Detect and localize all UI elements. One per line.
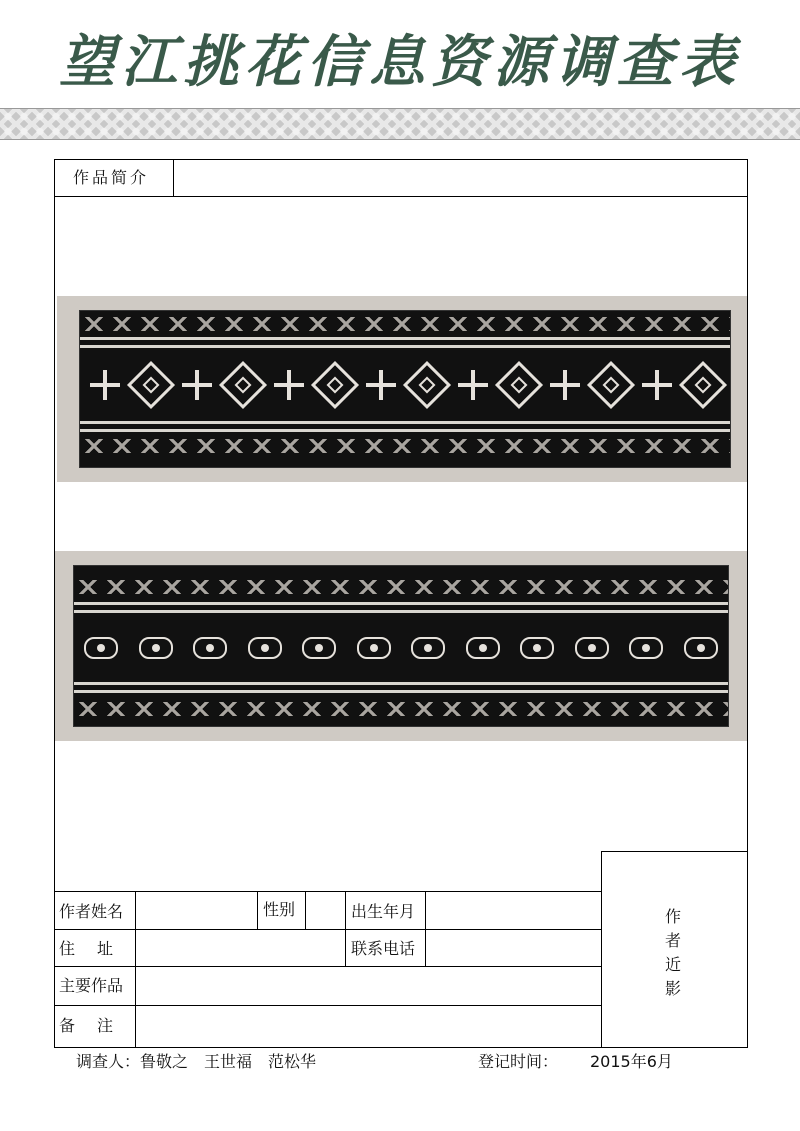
diamond-motif (679, 361, 727, 409)
works-label: 主要作品 (59, 976, 124, 995)
divider (55, 929, 602, 930)
page-title: 望江挑花信息资源调查表 (59, 29, 741, 95)
hexagon-motif (302, 637, 336, 659)
diamond-motif (495, 361, 543, 409)
zigzag-border (74, 702, 728, 716)
photo-label-char: 近 (665, 955, 682, 974)
diamond-motif (403, 361, 451, 409)
motif-row (84, 620, 718, 676)
embroidery-piece (73, 565, 729, 727)
hexagon-motif (357, 637, 391, 659)
hexagon-motif (411, 637, 445, 659)
diamond-motif (219, 361, 267, 409)
divider (173, 160, 174, 197)
investigators-names: 鲁敬之 王世福 范松华 (140, 1052, 317, 1071)
embroidery-piece (79, 310, 731, 468)
photo-label-char: 作 (665, 907, 682, 926)
stripe (74, 602, 728, 605)
divider (345, 891, 346, 966)
photo-label-char: 者 (665, 931, 682, 950)
hexagon-motif (466, 637, 500, 659)
hexagon-motif (684, 637, 718, 659)
gender-label: 性别 (263, 900, 296, 919)
embroidery-photo (57, 296, 747, 482)
decorative-border-band (0, 108, 800, 140)
author-name-label: 作者姓名 (59, 902, 124, 921)
hexagon-motif (84, 637, 118, 659)
divider (601, 851, 748, 852)
remarks-field[interactable] (137, 1007, 599, 1046)
divider (257, 891, 258, 929)
stripe (80, 429, 730, 432)
divider (55, 891, 602, 892)
motif-row (90, 355, 720, 415)
investigators-label: 调查人： (76, 1052, 141, 1071)
date-label: 登记时间： (478, 1052, 559, 1071)
survey-form (54, 159, 748, 1048)
stripe (74, 682, 728, 685)
zigzag-border (74, 580, 728, 594)
phone-label: 联系电话 (351, 939, 416, 958)
divider (55, 1005, 602, 1006)
hexagon-motif (520, 637, 554, 659)
birth-field[interactable] (427, 893, 599, 927)
hexagon-motif (139, 637, 173, 659)
divider (601, 851, 602, 1048)
hexagon-motif (248, 637, 282, 659)
divider (305, 891, 306, 929)
registration-date: 2015年6月 (590, 1052, 673, 1071)
diamond-motif (587, 361, 635, 409)
diamond-motif (311, 361, 359, 409)
stripe (80, 421, 730, 424)
works-field[interactable] (137, 968, 599, 1004)
star-motif (274, 370, 304, 400)
zigzag-border (80, 317, 730, 331)
star-motif (366, 370, 396, 400)
author-name-field[interactable] (137, 893, 255, 927)
hexagon-motif (193, 637, 227, 659)
star-motif (642, 370, 672, 400)
remarks-label: 备 注 (59, 1016, 117, 1035)
photo-label-char: 影 (665, 979, 682, 998)
star-motif (458, 370, 488, 400)
birth-label: 出生年月 (351, 902, 416, 921)
divider (425, 891, 426, 966)
star-motif (550, 370, 580, 400)
stripe (74, 610, 728, 613)
address-field[interactable] (137, 931, 343, 965)
intro-label: 作品简介 (73, 168, 150, 187)
author-photo-box[interactable] (603, 853, 747, 1047)
stripe (74, 690, 728, 693)
address-label: 住 址 (59, 939, 117, 958)
embroidery-photo (55, 551, 747, 741)
divider (55, 196, 747, 197)
zigzag-border (80, 439, 730, 453)
hexagon-motif (575, 637, 609, 659)
divider (135, 891, 136, 1048)
stripe (80, 345, 730, 348)
stripe (80, 337, 730, 340)
hexagon-motif (629, 637, 663, 659)
star-motif (90, 370, 120, 400)
diamond-motif (127, 361, 175, 409)
divider (55, 966, 602, 967)
gender-field[interactable] (307, 893, 343, 927)
star-motif (182, 370, 212, 400)
phone-field[interactable] (427, 931, 599, 965)
